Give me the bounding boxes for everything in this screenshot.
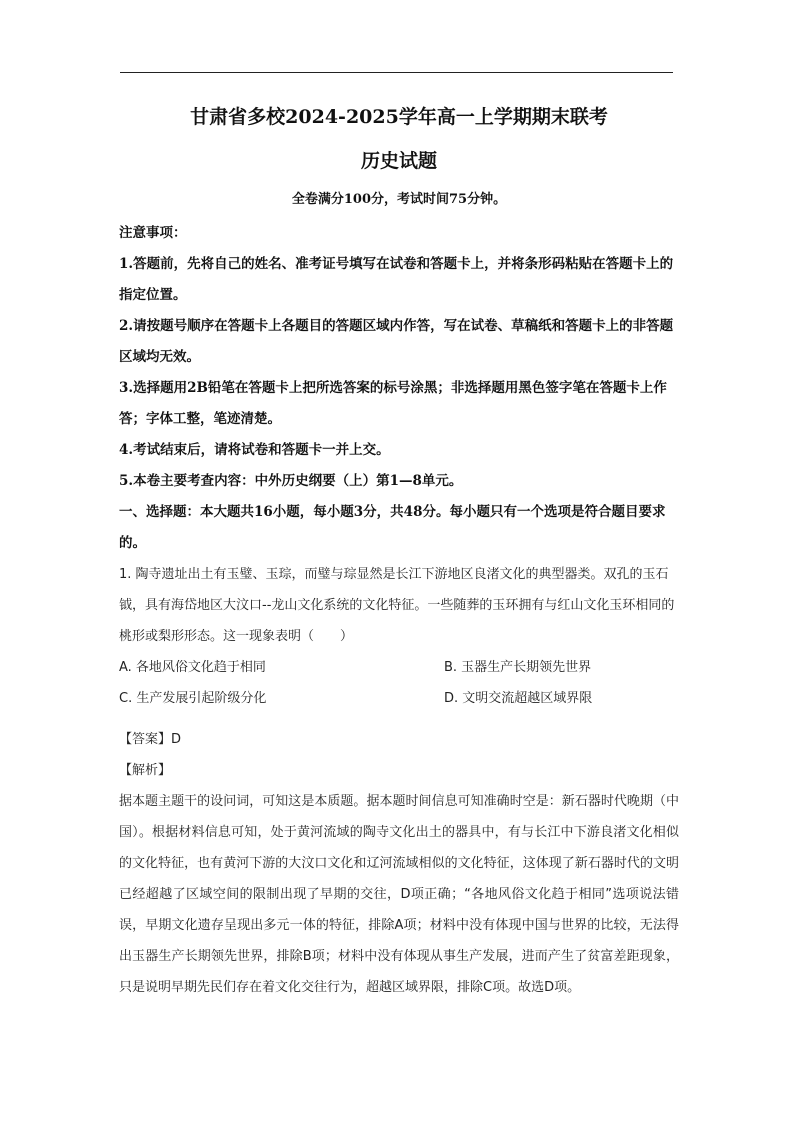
option-c: C. 生产发展引起阶级分化 <box>119 691 267 706</box>
exam-meta: 全卷满分100分，考试时间75分钟。 <box>291 192 507 207</box>
option-b: B. 玉器生产长期领先世界 <box>444 660 592 675</box>
notice-item: 5.本卷主要考查内容：中外历史纲要（上）第1—8单元。 <box>119 473 463 489</box>
question-stem: 1. 陶寺遗址出土有玉璧、玉琮，而璧与琮显然是长江下游地区良渚文化的典型器类。双孔的玉石钺，具有海岱地区大汶口--龙山文化系统的文化特征。一些随葬的玉环拥有与红山文化玉环相同的桃形或梨形形态。这一现象表明（ ） <box>119 567 675 644</box>
page-content <box>119 100 679 1003</box>
answer: 【答案】D <box>119 732 182 747</box>
section-heading: 一、选择题：本大题共16小题，每小题3分，共48分。每小题只有一个选项是符合题目要求的。 <box>119 504 666 551</box>
option-a: A. 各地风俗文化趋于相同 <box>119 660 266 675</box>
question-options <box>119 652 679 714</box>
analysis-text: 据本题主题干的设问词，可知这是本质题。据本题时间信息可知准确时空是：新石器时代晚期（中国）。根据材料信息可知，处于黄河流域的陶寺文化出土的器具中，有与长江中下游良渚文化相似的文化特征，也有黄河下游的大汶口文化和辽河流域相似的文化特征，这体现了新石器时代的文明已经超越了区域空间的限制出现了早期的交往，D项正确；“各地风俗文化趋于相同”选项说法错误，早期文化遗存呈现出多元一体的特征，排除A项；材料中没有体现中国与世界的比较，无法得出玉器生产长期领先世界，排除B项；材料中没有体现从事生产发展，进而产生了贫富差距现象，只是说明早期先民们存在着文化交往行为，超越区域界限，排除C项。故选D项。 <box>119 794 679 995</box>
notice-item: 3.选择题用2B铅笔在答题卡上把所选答案的标号涂黑；非选择题用黑色签字笔在答题卡上作答；字体工整，笔迹清楚。 <box>119 380 667 427</box>
notice-item: 4.考试结束后，请将试卷和答题卡一并上交。 <box>119 442 390 458</box>
notice-item: 2.请按题号顺序在答题卡上各题目的答题区域内作答，写在试卷、草稿纸和答题卡上的非答题区域均无效。 <box>119 318 674 365</box>
option-d: D. 文明交流超越区域界限 <box>444 691 593 706</box>
header-rule <box>120 72 673 73</box>
analysis-label: 【解析】 <box>119 763 172 778</box>
notice-item: 1.答题前，先将自己的姓名、准考证号填写在试卷和答题卡上，并将条形码粘贴在答题卡上的指定位置。 <box>119 256 674 303</box>
exam-title: 甘肃省多校2024-2025学年高一上学期期末联考 <box>190 106 608 128</box>
notice-heading: 注意事项： <box>119 225 187 241</box>
exam-subject: 历史试题 <box>360 150 437 172</box>
